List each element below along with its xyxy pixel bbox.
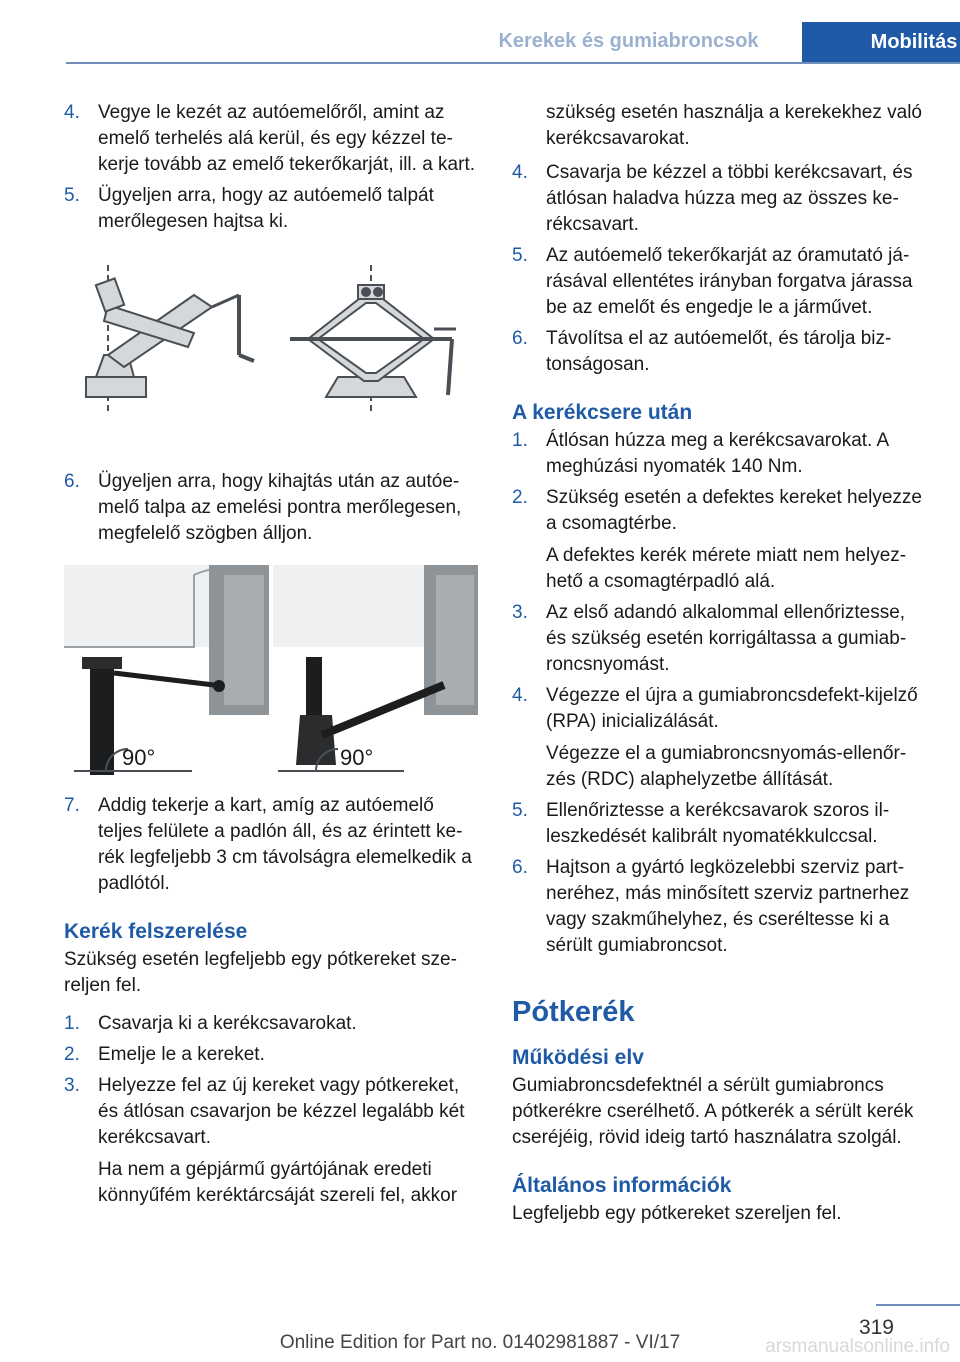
principle-paragraph: Gumiabroncsdefektnél a sérült gumiabroncs pótkerékre cserélhető. A pótkerék a sérült kerék cseréjéig, rövid ideig tartó használatra szolgál.: [512, 1075, 914, 1148]
step-text: szükség esetén használja a kerekekhez való kerékcsavarokat.: [546, 102, 923, 149]
section-heading: Általános információk: [512, 1174, 732, 1197]
list-item: [64, 793, 478, 897]
step-text: Addig tekerje a kart, amíg az autóemelő teljes felülete a padlón áll, és az érintett kerék legfeljebb 3 cm távolságra elemelkedik a padlótól.: [98, 795, 472, 894]
list-item: [64, 100, 478, 178]
step-number: 2.: [64, 1044, 80, 1065]
intro-paragraph: Szükség esetén legfeljebb egy pótkereket szereljen fel.: [64, 949, 457, 996]
list-item: [512, 428, 926, 480]
step-number: 2.: [512, 487, 528, 508]
jack-photo-right: [273, 565, 478, 777]
list-item: [512, 683, 926, 793]
list-item: [512, 326, 926, 378]
step-number: 7.: [64, 795, 80, 816]
list-item: [512, 160, 926, 238]
footer-rule: [876, 1304, 960, 1306]
page-number: 319: [858, 1316, 894, 1339]
list-item: [512, 600, 926, 678]
step-text: Vegye le kezét az autóemelőről, amint az emelő terhelés alá kerül, és egy kézzel tekerje tovább az emelő tekerőkarját, ill. a kart.: [98, 102, 476, 175]
jack-photo-left: [64, 565, 269, 777]
header-section-title: Kerekek és gumiabroncsok: [498, 30, 759, 52]
list-item: [64, 1042, 478, 1068]
step-number: 3.: [512, 602, 528, 623]
step-number: 1.: [512, 430, 528, 451]
page-header: [66, 22, 960, 64]
step-text: Az autóemelő tekerőkarját az óramutató járásával ellentétes irányban forgatva járassa be az emelőt és engedje le a járművet.: [546, 245, 913, 318]
step-text: Ügyeljen arra, hogy kihajtás után az autóemelő talpa az emelési pontra merőlegesen, megfelelő szögben álljon.: [98, 471, 462, 544]
list-item: [512, 243, 926, 321]
step-subtext: Ha nem a gépjármű gyártójának eredeti könnyűfém keréktárcsáját szereli fel, akkor: [98, 1159, 458, 1206]
step-number: 4.: [512, 685, 528, 706]
header-chapter-tab: Mobilitás: [802, 22, 960, 62]
step-number: 5.: [64, 185, 80, 206]
step-text: Csavarja ki a kerékcsavarokat.: [98, 1013, 357, 1034]
left-column: [64, 100, 478, 1214]
general-paragraph: Legfeljebb egy pótkereket szereljen fel.: [512, 1203, 842, 1224]
section-heading: A kerékcsere után: [512, 401, 693, 424]
angle-label: 90°: [122, 745, 156, 770]
list-item: [64, 1011, 478, 1037]
step-subtext: A defektes kerék mérete miatt nem helyezhető a csomagtérpadló alá.: [546, 545, 907, 592]
step-number: 4.: [512, 162, 528, 183]
step-text: Szükség esetén a defektes kereket helyezze a csomagtérbe.: [546, 487, 923, 534]
list-item: [512, 855, 926, 959]
step-text: Végezze el újra a gumiabroncsdefekt-kijelző (RPA) inicializálását.: [546, 685, 918, 732]
step-number: 4.: [64, 102, 80, 123]
step-text: Hajtson a gyártó legközelebbi szerviz partneréhez, más minősített szerviz partnerhez vagy szakműhelyhez, és cseréltesse ki a sérült gumiabroncsot.: [546, 857, 910, 956]
step-text: Emelje le a kereket.: [98, 1044, 265, 1065]
step-text: Csavarja be kézzel a többi kerékcsavart, és átlósan haladva húzza meg az összes kerékcsavart.: [546, 162, 913, 235]
list-item: [512, 485, 926, 595]
list-item: [512, 798, 926, 850]
step-text: Ellenőriztesse a kerékcsavarok szoros illeszkedését kalibrált nyomatékkulccsal.: [546, 800, 890, 847]
step-number: 5.: [512, 245, 528, 266]
step-number: 6.: [512, 328, 528, 349]
list-item: [64, 183, 478, 235]
step-number: 6.: [64, 471, 80, 492]
jack-diagram: [64, 265, 478, 455]
watermark: arsmanualsonline.info: [765, 1336, 950, 1357]
footer-edition: Online Edition for Part no. 01402981887 - VI/17: [279, 1332, 681, 1353]
step-text: Az első adandó alkalommal ellenőriztesse, és szükség esetén korrigáltassa a gumiabroncsnyomást.: [546, 602, 907, 675]
section-heading: Működési elv: [512, 1046, 644, 1069]
list-item: [64, 469, 478, 547]
step-number: 3.: [64, 1075, 80, 1096]
list-item: [64, 1073, 478, 1209]
step-text: Távolítsa el az autóemelőt, és tárolja biztonságosan.: [546, 328, 892, 375]
angle-label: 90°: [340, 745, 374, 770]
section-heading: Kerék felszerelése: [64, 920, 248, 943]
step-text: Helyezze fel az új kereket vagy pótkereket, és átlósan csavarjon be kézzel legalább két kerékcsavart.: [98, 1075, 465, 1148]
step-text: Átlósan húzza meg a kerékcsavarokat. A meghúzási nyomaték 140 Nm.: [546, 430, 889, 477]
step-subtext: Végezze el a gumiabroncsnyomás-ellenőrzés (RDC) alaphelyzetbe állítását.: [546, 743, 907, 790]
step-number: 1.: [64, 1013, 80, 1034]
list-item-continued: [512, 100, 926, 152]
step-number: 6.: [512, 857, 528, 878]
right-column: [512, 100, 926, 1239]
step-number: 5.: [512, 800, 528, 821]
chapter-heading: Pótkerék: [512, 996, 635, 1028]
step-text: Ügyeljen arra, hogy az autóemelő talpát merőlegesen hajtsa ki.: [98, 185, 434, 232]
jack-placement-photos: [64, 565, 478, 777]
